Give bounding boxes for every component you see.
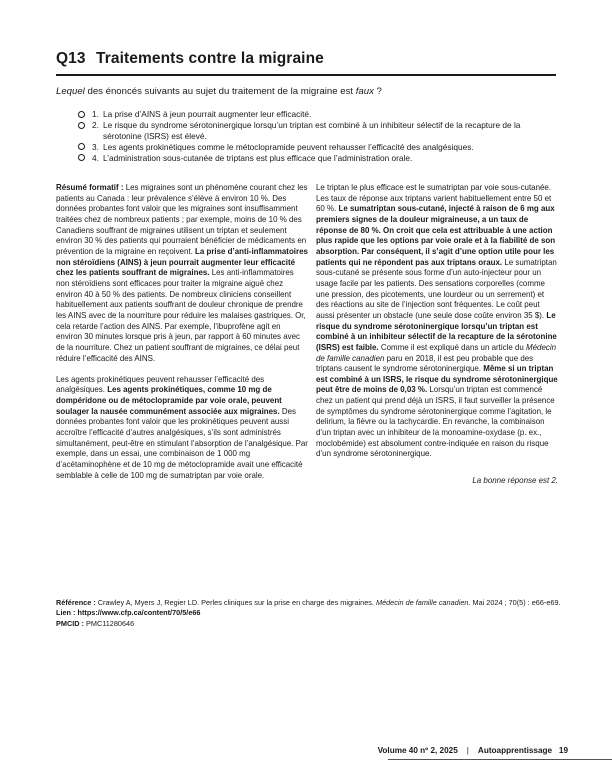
- summary-text: Les migraines sont un phénomène courant chez les patients au Canada : leur prévalence s’élève à environ 10 %. Des données probantes font valoir que les migraines sont insuffisamment traitées chez de nombreux patients ; par exemple, moins de 10 % des Canadiens souffrant de migraines utilisent un triptan et seulement environ 30 % des patients qui pourraient bénéficier de médicaments en prévention de la migraine en reçoivent.: [56, 183, 308, 256]
- paragraph-gap: [56, 364, 308, 375]
- question-stem: [56, 86, 382, 97]
- footer-rule: [388, 759, 612, 760]
- option-number: 1.: [92, 109, 99, 119]
- link-url[interactable]: https://www.cfp.ca/content/70/5/e66: [75, 608, 201, 618]
- radio-circle-icon[interactable]: [78, 122, 85, 129]
- reference-label: Référence :: [56, 598, 96, 607]
- correct-answer: La bonne réponse est 2.: [472, 476, 558, 486]
- radio-circle-icon[interactable]: [78, 154, 85, 161]
- question-body: des énoncés suivants au sujet du traitement de la migraine est: [84, 86, 356, 97]
- reference-text: Crawley A, Myers J, Regier LD. Perles cliniques sur la prise en charge des migraines.: [95, 598, 376, 607]
- footer-volume: Volume 40 nº 2, 2025: [377, 746, 458, 755]
- triptan-text-2: Le sumatriptan sous-cutané se présente sous forme d’un auto-injecteur pour un usage facile par les patients. Des sensations corporelles (comme une pression, des picotements, une lourdeur ou un serrement) et des réactions au site de l’injection sont fréquentes. Le coût peut aussi présenter un obstacle (une seule dose coûte environ 35 $).: [316, 257, 557, 320]
- serotonin-text: Comme il est expliqué dans un article du: [378, 342, 526, 352]
- question-heading: Traitements contre la migraine: [96, 50, 324, 67]
- journal-name: Médecin de famille canadien: [316, 342, 557, 363]
- radio-circle-icon[interactable]: [78, 143, 85, 150]
- references: [56, 598, 576, 629]
- link-label: Lien :: [56, 608, 76, 618]
- pmcid-value: PMC11280646: [83, 618, 135, 628]
- triptan-paragraph: [316, 183, 558, 460]
- option-text: Les agents prokinétiques comme le métoclopramide peuvent rehausser l’efficacité des analgésiques.: [103, 141, 474, 152]
- question-lead: Lequel: [56, 86, 85, 97]
- reference-line: [56, 598, 576, 608]
- prokinetics-text-2: Des données probantes font valoir que les prokinétiques peuvent aussi accroître l’efficacité d’autres analgésiques, s’ils sont administrés simultanément, peut-être en stimulant l’absorption de l’analgésique. Par exemple, dans un essai, une combinaison de 1 000 mg d’acétaminophène et de 10 mg de métoclopramide avait une efficacité semblable à celle de 100 mg de sumatriptan par voie orale.: [56, 406, 308, 480]
- triptan-text: Le triptan le plus efficace est le sumatriptan par voie sous-cutanée. Les taux de réponse aux triptans varient habituellement entre 50 et 60 %.: [316, 183, 552, 214]
- option-1[interactable]: [78, 109, 548, 120]
- explanation-right-column: [316, 183, 558, 487]
- option-text: L’administration sous-cutanée de triptans est plus efficace que l’administration orale.: [103, 152, 413, 163]
- footer-separator: |: [466, 746, 469, 755]
- title-rule: [56, 74, 556, 76]
- footer-section: Autoapprentissage: [477, 746, 553, 755]
- question-title: [56, 50, 324, 68]
- serotonin-bold: Le risque du syndrome sérotoninergique lorsqu’un triptan est combiné à un inhibiteur sélectif de la recapture de la sérotonine (ISRS) est faible.: [316, 310, 557, 352]
- explanation-left-column: [56, 183, 308, 481]
- prokinetics-text: Les agents prokinétiques peuvent rehausser l’efficacité des analgésiques.: [56, 374, 265, 395]
- option-2[interactable]: [78, 120, 548, 141]
- link-line: [56, 608, 576, 618]
- option-text: Le risque du syndrome sérotoninergique lorsqu’un triptan est combiné à un inhibiteur sélectif de la recapture de la sérotonine (ISRS) est élevé.: [103, 119, 521, 141]
- serotonin-text-2: paru en 2018, il est peu probable que des triptans causent le syndrome sérotoninergique.: [316, 353, 534, 374]
- summary-paragraph: [56, 183, 308, 364]
- pmcid-line: [56, 619, 576, 629]
- question-number: Q13: [56, 50, 86, 67]
- summary-label: Résumé formatif :: [56, 183, 124, 192]
- serotonin-bold-2: Même si un triptan est combiné à un ISRS, le risque du syndrome sérotoninergique peut être de moins de 0,03 %.: [316, 364, 558, 395]
- page-footer: [378, 746, 568, 755]
- pmcid-label: PMCID :: [56, 618, 84, 628]
- summary-bold: La prise d’anti-inflammatoires non stéroïdiens (AINS) à jeun pourrait augmenter leur efficacité chez les patients souffrant de migraines.: [56, 246, 308, 278]
- prokinetics-paragraph: [56, 375, 308, 482]
- option-3[interactable]: [78, 142, 548, 153]
- option-text: La prise d’AINS à jeun pourrait augmenter leur efficacité.: [103, 109, 312, 119]
- question-emph: faux: [355, 86, 374, 97]
- question-end: ?: [373, 86, 382, 97]
- page-number: 19: [558, 746, 568, 755]
- summary-text-2: Les anti-inflammatoires non stéroïdiens sont efficaces pour traiter la migraine aiguë chez environ 40 à 50 % des patients. De nombreux cliniciens conseillent habituellement aux patients souffrant de douleur chronique de prendre les AINS avec de la nourriture pour réduire les malaises gastriques. Or, cela retarde l’action des AINS. Par exemple, l’ibuprofène agit en environ 30 minutes lorsque pris à jeun, par rapport à 60 minutes avec de la nourriture. Chez un patient souffrant de migraines, ce délai peut réduire l’efficacité des AINS.: [56, 268, 306, 363]
- serotonin-text-3: Lorsqu’un triptan est commencé chez un patient qui prend déjà un ISRS, il faut surveiller la présence de symptômes du syndrome sérotoninergique comme l’agitation, le delirium, la fièvre ou la tachycardie. En revanche, la combinaison d’un triptan avec un inhibiteur de la monoamine-oxydase (p. ex., moclobémide) est absolument contre-indiquée en raison du risque d’un syndrome sérotoninergique.: [316, 385, 555, 459]
- option-number: 4.: [92, 152, 99, 163]
- prokinetics-bold: Les agents prokinétiques, comme 10 mg de dompéridone ou de métoclopramide par voie orale, peuvent soulager la nausée communément associée aux migraines.: [56, 385, 282, 416]
- reference-tail: . Mai 2024 ; 70(5) : e66-e69.: [468, 598, 561, 607]
- answer-options: [78, 109, 548, 164]
- radio-circle-icon[interactable]: [78, 111, 85, 118]
- reference-journal: Médecin de famille canadien: [375, 598, 469, 607]
- triptan-bold: Le sumatriptan sous-cutané, injecté à raison de 6 mg aux premiers signes de la douleur migraineuse, a un taux de réponse de 80 %. On croit que cela est attribuable à une action plus rapide que les options par voie orale et à la fiabilité de son absorption. Par conséquent, il s’agit d’une option utile pour les patients qui ne répondent pas aux triptans oraux.: [316, 204, 556, 267]
- option-number: 3.: [92, 141, 99, 152]
- option-4[interactable]: [78, 153, 548, 164]
- option-number: 2.: [92, 119, 99, 130]
